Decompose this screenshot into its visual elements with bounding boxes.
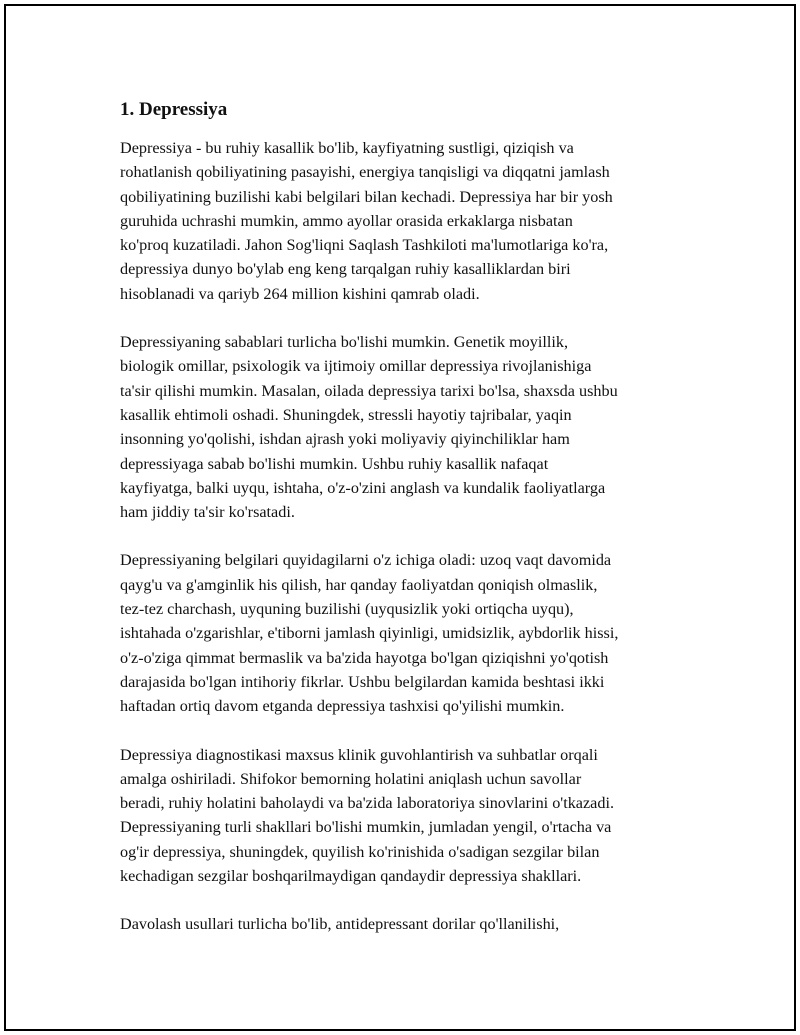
paragraph-5 [120, 912, 705, 936]
text-line: kasallik ehtimoli oshadi. Shuningdek, stressli hayotiy tajribalar, yaqin [120, 405, 572, 424]
document-body [120, 96, 705, 961]
page-frame [4, 4, 796, 1031]
text-line: Depressiyaning belgilari quyidagilarni o'z ichiga oladi: uzoq vaqt davomida [120, 551, 612, 570]
text-line: kayfiyatga, balki uyqu, ishtaha, o'z-o'zini anglash va kundalik faoliyatlarga [120, 478, 606, 497]
text-line: depressiyaga sabab bo'lishi mumkin. Ushbu ruhiy kasallik nafaqat [120, 454, 549, 473]
text-line: haftadan ortiq davom etganda depressiya tashxisi qo'yilishi mumkin. [120, 697, 565, 716]
text-line: darajasida bo'lgan intihoriy fikrlar. Ushbu belgilardan kamida beshtasi ikki [120, 672, 605, 691]
text-line: ko'proq kuzatiladi. Jahon Sog'liqni Saqlash Tashkiloti ma'lumotlariga ko'ra, [120, 236, 609, 255]
text-line: amalga oshiriladi. Shifokor bemorning holatini aniqlash uchun savollar [120, 769, 582, 788]
text-line: hisoblanadi va qariyb 264 million kishini qamrab oladi. [120, 284, 480, 303]
text-line: ta'sir qilishi mumkin. Masalan, oilada depressiya tarixi bo'lsa, shaxsda ushbu [120, 381, 618, 400]
paragraph-4 [120, 743, 705, 889]
paragraph-3 [120, 548, 705, 718]
text-line: insonning yo'qolishi, ishdan ajrash yoki moliyaviy qiyinchiliklar ham [120, 430, 570, 449]
text-line: Depressiya - bu ruhiy kasallik bo'lib, kayfiyatning sustligi, qiziqish va [120, 139, 574, 157]
text-line: o'z-o'ziga qimmat bermaslik va ba'zida hayotga bo'lgan qiziqishni yo'qotish [120, 648, 609, 667]
text-line: ishtahada o'zgarishlar, e'tiborni jamlash qiyinligi, umidsizlik, aybdorlik hissi, [120, 624, 619, 643]
text-line: ham jiddiy ta'sir ko'rsatadi. [120, 503, 295, 522]
text-line: rohatlanish qobiliyatining pasayishi, energiya tanqisligi va diqqatni jamlash [120, 163, 610, 182]
paragraph-2 [120, 330, 705, 524]
section-heading: 1. Depressiya [120, 99, 228, 120]
text-line: guruhida uchrashi mumkin, ammo ayollar orasida erkaklarga nisbatan [120, 211, 573, 230]
text-line: Depressiyaning sabablari turlicha bo'lishi mumkin. Genetik moyillik, [120, 333, 568, 352]
paragraph-1 [120, 136, 705, 306]
text-line: qobiliyatining buzilishi kabi belgilari bilan kechadi. Depressiya har bir yosh [120, 187, 613, 206]
text-line: og'ir depressiya, shuningdek, quyilish ko'rinishida o'sadigan sezgilar bilan [120, 842, 600, 861]
text-line: biologik omillar, psixologik va ijtimoiy omillar depressiya rivojlanishiga [120, 357, 592, 376]
text-line: beradi, ruhiy holatini baholaydi va ba'zida laboratoriya sinovlarini o'tkazadi. [120, 794, 614, 813]
text-line: qayg'u va g'amginlik his qilish, har qanday faoliyatdan qoniqish olmaslik, [120, 575, 598, 594]
text-line: Depressiyaning turli shakllari bo'lishi mumkin, jumladan yengil, o'rtacha va [120, 818, 612, 837]
text-line: tez-tez charchash, uyquning buzilishi (uyqusizlik yoki ortiqcha uyqu), [120, 600, 574, 619]
text-line: kechadigan sezgilar boshqarilmaydigan qandaydir depressiya shakllari. [120, 867, 582, 886]
text-line: Davolash usullari turlicha bo'lib, antidepressant dorilar qo'llanilishi, [120, 915, 560, 934]
text-line: Depressiya diagnostikasi maxsus klinik guvohlantirish va suhbatlar orqali [120, 745, 598, 764]
text-line: depressiya dunyo bo'ylab eng keng tarqalgan ruhiy kasalliklardan biri [120, 260, 571, 279]
